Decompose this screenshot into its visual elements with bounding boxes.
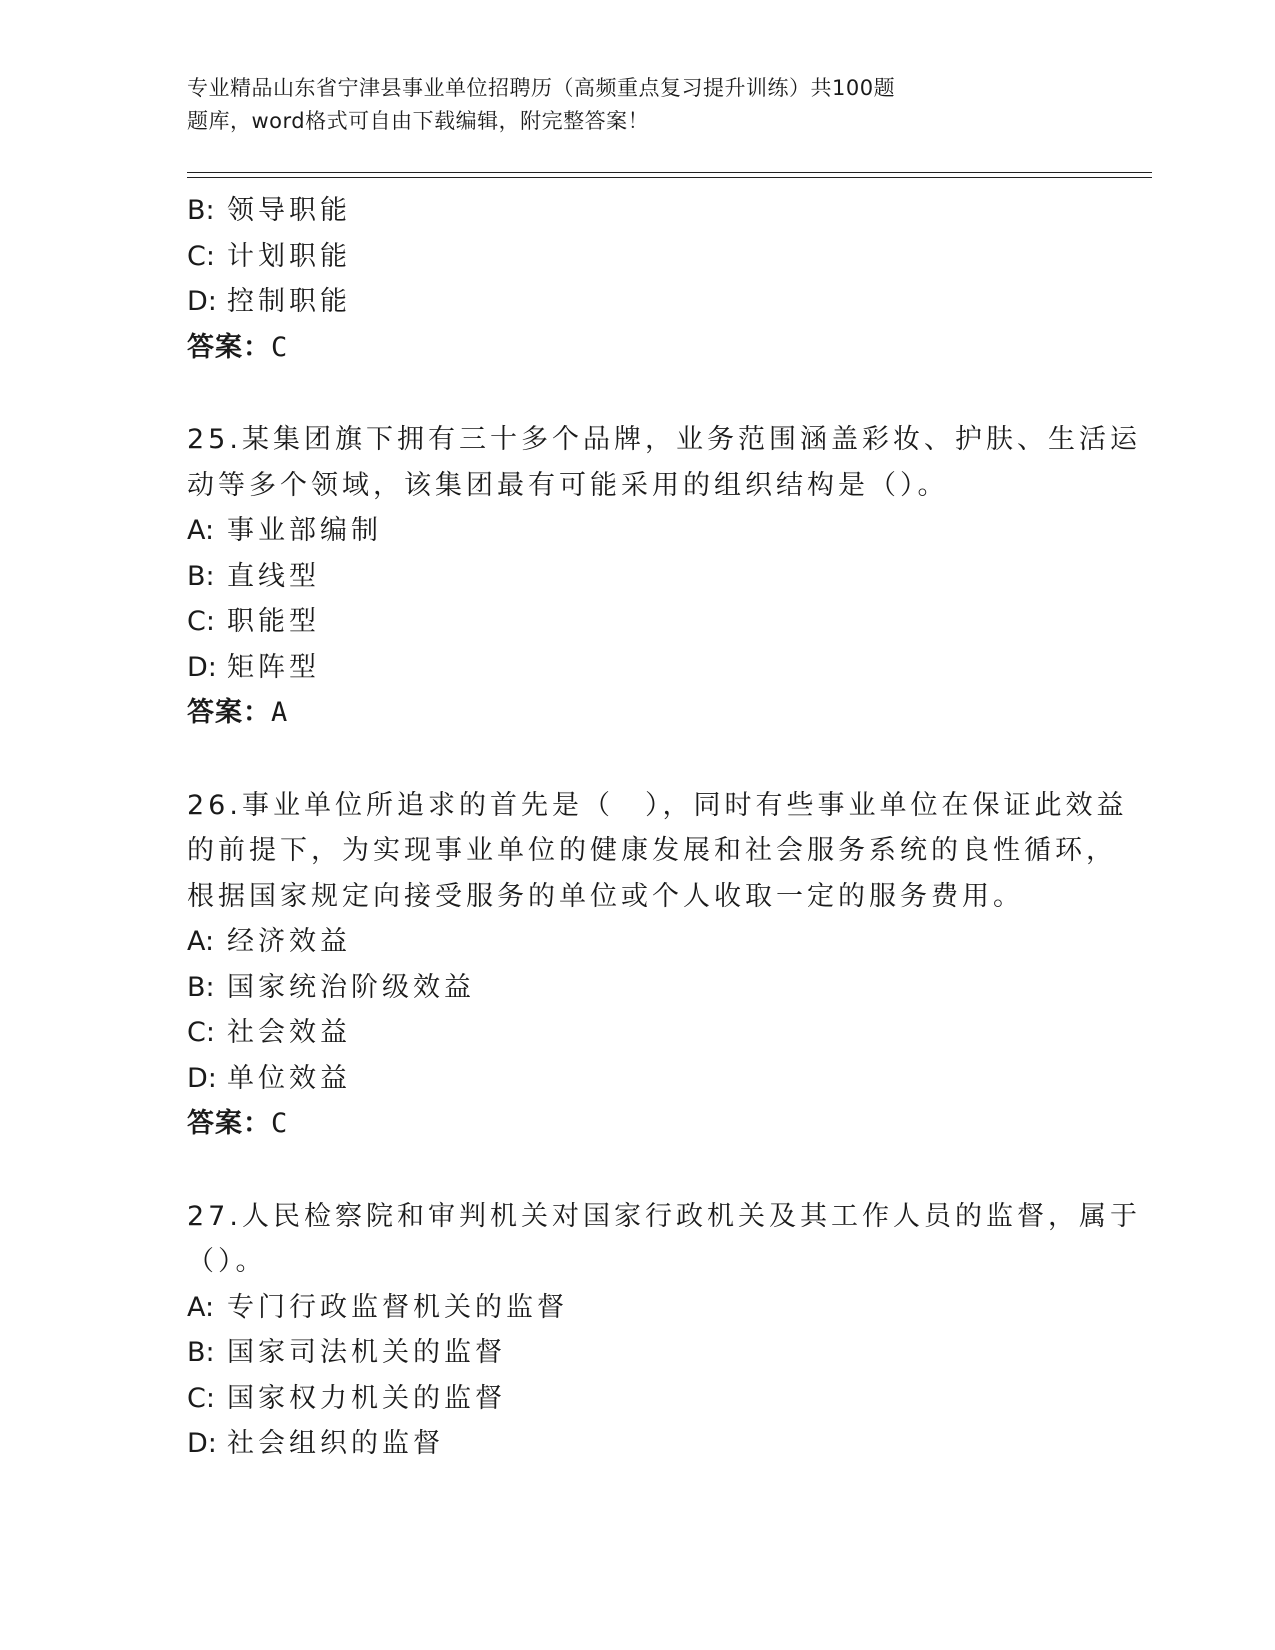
option-a: A: 专门行政监督机关的监督 <box>187 1291 568 1323</box>
header-line-1: 专业精品山东省宁津县事业单位招聘历（高频重点复习提升训练）共100题 <box>187 76 896 100</box>
question-stem: 27.人民检察院和审判机关对国家行政机关及其工作人员的监督，属于 <box>187 1200 1141 1232</box>
option-d: D: 社会组织的监督 <box>187 1428 444 1459</box>
option-c: C: 计划职能 <box>187 240 351 272</box>
option-b: B: 国家司法机关的监督 <box>187 1337 506 1368</box>
option-b: B: 国家统治阶级效益 <box>187 971 475 1003</box>
question-list <box>187 188 1141 1467</box>
option-b: B: 直线型 <box>187 560 320 592</box>
question-24 <box>187 188 1087 370</box>
question-stem: （）。 <box>187 1246 267 1277</box>
question-stem: 根据国家规定向接受服务的单位或个人收取一定的服务费用。 <box>187 880 1024 912</box>
header-rule-top <box>187 172 1152 173</box>
option-b: B: 领导职能 <box>187 195 351 226</box>
option-a: A: 经济效益 <box>187 926 351 957</box>
question-stem: 动等多个领域，该集团最有可能采用的组织结构是（）。 <box>187 469 949 501</box>
question-27 <box>187 1194 1141 1467</box>
answer: 答案：A <box>187 697 289 728</box>
option-a: A: 事业部编制 <box>187 515 382 546</box>
option-c: C: 职能型 <box>187 606 320 637</box>
question-25 <box>187 417 1141 736</box>
option-c: C: 社会效益 <box>187 1017 351 1048</box>
header-rule-bottom <box>187 177 1152 178</box>
option-d: D: 矩阵型 <box>187 651 320 683</box>
option-d: D: 控制职能 <box>187 286 351 317</box>
question-stem: 的前提下，为实现事业单位的健康发展和社会服务系统的良性循环， <box>187 835 1117 866</box>
question-26 <box>187 783 1128 1147</box>
question-stem: 25.某集团旗下拥有三十多个品牌，业务范围涵盖彩妆、护肤、生活运 <box>187 424 1141 455</box>
answer: 答案：C <box>187 1108 289 1139</box>
question-stem: 26.事业单位所追求的首先是（ ），同时有些事业单位在保证此效益 <box>187 789 1128 821</box>
option-d: D: 单位效益 <box>187 1062 351 1094</box>
option-c: C: 国家权力机关的监督 <box>187 1382 506 1414</box>
header-line-2: 题库，word格式可自由下载编辑，附完整答案！ <box>187 109 650 133</box>
document-header <box>187 72 1067 138</box>
answer: 答案：C <box>187 331 289 363</box>
